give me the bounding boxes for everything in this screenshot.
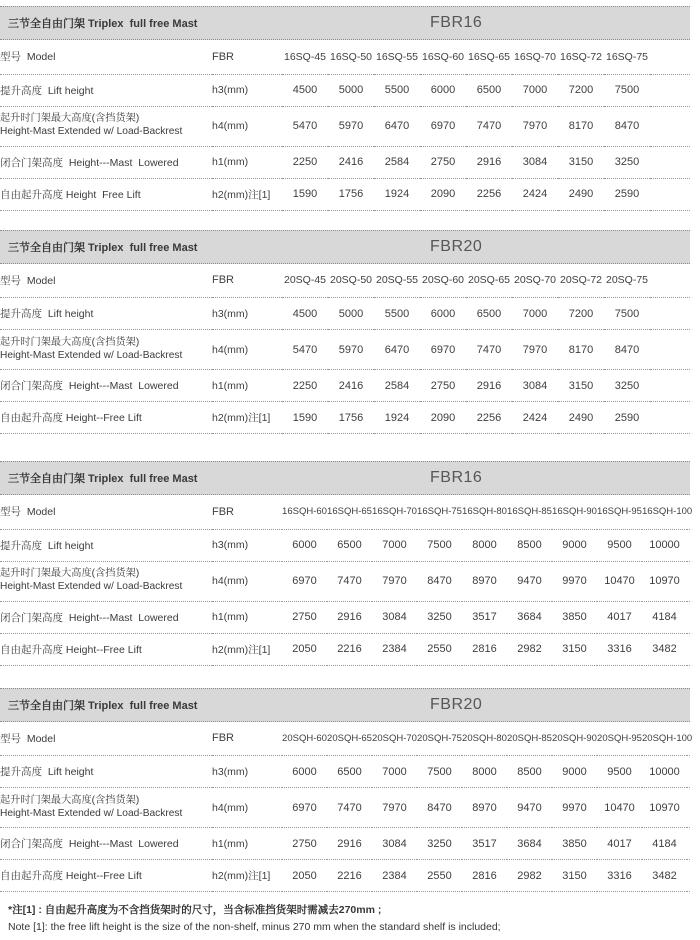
model-name: 20SQH-75: [417, 732, 462, 744]
footnote-zh: *注[1] : 自由起升高度为不含挡货架时的尺寸，当含标准挡货架时需减去270mm ;: [8, 904, 382, 916]
spec-value: 10000: [649, 765, 680, 778]
row-label-en: Height-Mast Extended w/ Load-Backrest: [0, 349, 183, 361]
spec-value: 9000: [562, 765, 587, 778]
param-label: h3(mm): [212, 765, 249, 778]
spec-value: 3316: [607, 869, 632, 882]
spec-value: 2416: [338, 379, 364, 392]
model-name: 20SQH-85: [507, 732, 552, 744]
param-label: h1(mm): [212, 156, 249, 168]
model-row: [0, 264, 690, 298]
spec-value: 8470: [427, 801, 452, 814]
spacer: [687, 601, 690, 633]
spec-value: 2216: [337, 869, 362, 882]
section-header: [0, 230, 690, 264]
spec-value: 3250: [427, 837, 452, 850]
spec-value: 3084: [382, 611, 407, 623]
section-header: [0, 688, 690, 722]
spec-value: 2750: [430, 379, 456, 392]
section-title: 三节全自由门架 Triplex full free Mast: [8, 699, 198, 712]
spec-value: 2750: [430, 156, 456, 168]
model-name: 20SQ-75: [605, 274, 649, 287]
spec-value: 7470: [337, 575, 362, 587]
spec-value: 6500: [476, 307, 502, 320]
spec-value: 7500: [614, 84, 640, 96]
spacer: [650, 178, 690, 210]
row-label: [0, 178, 212, 210]
footnote-en: Note [1]: the free lift height is the size of the non-shelf, minus 270 mm when the standard shelf is included;: [8, 921, 501, 933]
spec-value: 2584: [384, 156, 410, 168]
spec-row: [0, 330, 690, 370]
spec-value: 3084: [522, 156, 548, 168]
spec-value: 5470: [292, 343, 318, 356]
spec-value: 2424: [522, 411, 548, 424]
spec-table: [0, 722, 693, 893]
spec-value: 6970: [292, 801, 317, 814]
row-label-zh: 起升时门架最大高度(含挡货架): [0, 794, 140, 806]
model-name: 16SQH-60: [282, 506, 327, 518]
spec-value: 10970: [649, 801, 680, 814]
series-name: FBR20: [430, 237, 483, 255]
spec-value: 8970: [472, 801, 497, 814]
spec-value: 2982: [517, 869, 542, 882]
model-name: 16SQH-70: [372, 506, 417, 518]
spec-value: 5970: [338, 343, 364, 356]
spec-value: 9970: [562, 575, 587, 587]
spacer: [687, 529, 690, 561]
spec-value: 9500: [607, 765, 632, 778]
section-title: 三节全自由门架 Triplex full free Mast: [8, 473, 198, 485]
spec-value: 6000: [430, 84, 456, 96]
spacer: [650, 106, 690, 146]
spacer: [650, 40, 690, 74]
footnotes: [0, 902, 690, 933]
spec-value: 2256: [476, 411, 502, 424]
spec-value: 9470: [517, 801, 542, 814]
row-label: [0, 633, 212, 665]
spec-value: 3850: [562, 611, 587, 623]
spec-value: 2550: [427, 643, 452, 655]
spec-value: 2256: [476, 188, 502, 200]
spec-value: 2916: [337, 611, 362, 623]
param-label: h3(mm): [212, 539, 249, 551]
row-label-zh: 闭合门架高度 Height---Mast Lowered: [0, 380, 179, 392]
spec-value: 3482: [652, 869, 677, 882]
spec-row: [0, 788, 690, 828]
spec-value: 5000: [338, 84, 364, 96]
spec-value: 6000: [292, 765, 317, 778]
spec-value: 2590: [614, 188, 640, 200]
model-name: 20SQH-60: [282, 732, 327, 744]
row-label: [0, 106, 212, 146]
spec-value: 8170: [568, 343, 594, 356]
spec-value: 9470: [517, 575, 542, 587]
spec-value: 7970: [382, 575, 407, 587]
spec-value: 8500: [517, 539, 542, 551]
spec-section-fbr20-sqh: [0, 688, 693, 893]
model-name: 16SQH-95: [597, 506, 642, 518]
row-label-en: Height-Mast Extended w/ Load-Backrest: [0, 581, 183, 592]
param-label: h1(mm): [212, 379, 249, 392]
spec-value: 7500: [614, 307, 640, 320]
spec-section-fbr16-sqh: [0, 461, 693, 666]
spec-row: [0, 298, 690, 330]
spec-value: 7000: [382, 765, 407, 778]
spec-value: 8470: [614, 343, 640, 356]
spec-value: 7000: [382, 539, 407, 551]
model-name: 20SQH-90: [552, 732, 597, 744]
row-label: 型号 Model: [0, 274, 56, 287]
spec-value: 4184: [652, 611, 677, 623]
spec-section-fbr16-sq: [0, 6, 690, 211]
spec-value: 2590: [614, 411, 640, 424]
param-label: h4(mm): [212, 801, 249, 814]
spacer: [650, 146, 690, 178]
param-label: h2(mm)注[1]: [212, 412, 271, 424]
row-label: 型号 Model: [0, 51, 56, 64]
spec-row: [0, 529, 690, 561]
spec-value: 3316: [607, 643, 632, 655]
row-label-zh: 起升时门架最大高度(含挡货架): [0, 113, 140, 125]
series-name: FBR16: [430, 14, 483, 31]
model-name: 16SQ-55: [375, 50, 419, 63]
spec-value: 5500: [384, 307, 410, 320]
row-label: [0, 146, 212, 178]
spec-value: 7500: [427, 765, 452, 778]
spec-value: 8500: [517, 765, 542, 778]
spec-row: [0, 402, 690, 434]
spec-value: 2750: [292, 837, 317, 850]
spacer: [650, 370, 690, 402]
spec-value: 7500: [427, 539, 452, 551]
spec-value: 2816: [472, 869, 497, 882]
row-label: [0, 74, 212, 106]
spec-value: 2916: [337, 837, 362, 850]
spec-row: [0, 178, 690, 210]
spec-row: [0, 633, 690, 665]
spec-value: 1924: [384, 411, 410, 424]
spec-value: 2750: [292, 611, 317, 623]
spacer: [650, 264, 690, 298]
spec-row: [0, 860, 690, 892]
param-label: h1(mm): [212, 611, 249, 623]
row-label-zh: 起升时门架最大高度(含挡货架): [0, 336, 140, 348]
row-label-zh: 起升时门架最大高度(含挡货架): [0, 568, 140, 580]
spec-value: 7470: [337, 801, 362, 814]
model-name: 16SQ-72: [559, 50, 603, 63]
spec-row: [0, 756, 690, 788]
row-label: [0, 601, 212, 633]
spec-value: 3084: [382, 837, 407, 850]
param-label: FBR: [212, 505, 234, 518]
spec-value: 3150: [568, 379, 594, 392]
model-name: 16SQH-100: [642, 506, 693, 518]
spec-table: [0, 264, 690, 435]
spec-value: 8470: [614, 120, 640, 132]
row-label: [0, 402, 212, 434]
spec-value: 7970: [522, 120, 548, 132]
model-name: 16SQ-65: [467, 50, 511, 63]
spec-value: 3517: [472, 611, 497, 623]
spec-value: 7200: [568, 307, 594, 320]
spec-value: 9970: [562, 801, 587, 814]
spec-value: 8000: [472, 765, 497, 778]
row-label-en: Height-Mast Extended w/ Load-Backrest: [0, 807, 183, 819]
spec-value: 4184: [652, 837, 677, 850]
spec-value: 2384: [382, 869, 407, 882]
model-row: [0, 495, 690, 529]
model-name: 20SQ-45: [283, 274, 327, 287]
spec-value: 3684: [517, 611, 542, 623]
spec-value: 2050: [292, 869, 317, 882]
model-name: 16SQ-50: [329, 50, 373, 63]
spec-value: 6970: [430, 343, 456, 356]
spec-value: 10000: [649, 539, 680, 551]
spec-value: 6500: [337, 765, 362, 778]
row-label: [0, 788, 212, 828]
spec-row: [0, 601, 690, 633]
model-name: 16SQ-70: [513, 50, 557, 63]
model-name: 16SQ-45: [283, 50, 327, 63]
model-name: 16SQ-60: [421, 50, 465, 63]
model-name: 20SQ-72: [559, 274, 603, 287]
model-name: 16SQH-85: [507, 506, 552, 518]
model-name: 20SQH-70: [372, 732, 417, 744]
model-name: 20SQ-50: [329, 274, 373, 287]
spec-value: 5970: [338, 120, 364, 132]
spec-value: 2250: [292, 379, 318, 392]
spec-value: 2916: [476, 156, 502, 168]
series-name: FBR16: [430, 469, 483, 486]
row-label-zh: 提升高度 Lift height: [0, 766, 94, 778]
spec-table: [0, 40, 690, 211]
spec-value: 8970: [472, 575, 497, 587]
spec-value: 2090: [430, 188, 456, 200]
spec-value: 7470: [476, 120, 502, 132]
section-header: [0, 461, 690, 495]
spec-value: 5000: [338, 307, 364, 320]
spec-value: 3150: [562, 643, 587, 655]
spec-value: 7970: [522, 343, 548, 356]
spec-value: 7470: [476, 343, 502, 356]
param-label: h1(mm): [212, 837, 249, 850]
spec-value: 5470: [292, 120, 318, 132]
spec-value: 2816: [472, 643, 497, 655]
spec-value: 4017: [607, 837, 632, 850]
param-label: h3(mm): [212, 84, 249, 96]
param-label: h4(mm): [212, 575, 249, 587]
spec-value: 8170: [568, 120, 594, 132]
spacer: [687, 860, 690, 892]
spec-row: [0, 74, 690, 106]
row-label: [0, 828, 212, 860]
spec-value: 5500: [384, 84, 410, 96]
spec-value: 2416: [338, 156, 364, 168]
section-header: [0, 6, 690, 40]
param-label: h2(mm)注[1]: [212, 643, 271, 656]
spec-value: 2384: [382, 643, 407, 655]
spec-value: 10470: [604, 801, 635, 814]
param-label: h4(mm): [212, 120, 249, 132]
spec-value: 9000: [562, 539, 587, 551]
row-label: [0, 370, 212, 402]
row-label-zh: 自由起升高度 Height--Free Lift: [0, 870, 142, 882]
spec-value: 6470: [384, 343, 410, 356]
spec-value: 6000: [430, 307, 456, 320]
row-label: [0, 529, 212, 561]
model-name: 20SQH-80: [462, 732, 507, 744]
spec-value: 1590: [292, 411, 318, 424]
row-label-zh: 提升高度 Lift height: [0, 539, 94, 552]
spacer: [687, 788, 690, 828]
spec-value: 2090: [430, 411, 456, 424]
spacer: [687, 633, 690, 665]
spec-value: 7000: [522, 84, 548, 96]
spec-value: 8470: [427, 575, 452, 587]
model-row: [0, 722, 690, 756]
spec-value: 6970: [430, 120, 456, 132]
spec-value: 3250: [427, 611, 452, 623]
model-name: 20SQ-65: [467, 274, 511, 287]
param-label: FBR: [212, 274, 234, 287]
spec-value: 2424: [522, 188, 548, 200]
spec-value: 3250: [614, 379, 640, 392]
spec-row: [0, 146, 690, 178]
model-name: 20SQ-70: [513, 274, 557, 287]
spec-row: [0, 828, 690, 860]
spec-value: 2050: [292, 643, 317, 655]
spec-value: 4500: [292, 307, 318, 320]
spec-value: 2490: [568, 188, 594, 200]
row-label-zh: 提升高度 Lift height: [0, 308, 94, 320]
spec-value: 6970: [292, 575, 317, 587]
row-label-zh: 闭合门架高度 Height---Mast Lowered: [0, 611, 179, 624]
spec-value: 2550: [427, 869, 452, 882]
model-name: 16SQH-65: [327, 506, 372, 518]
row-label-zh: 闭合门架高度 Height---Mast Lowered: [0, 156, 179, 169]
param-label: h3(mm): [212, 307, 249, 320]
spec-value: 3482: [652, 643, 677, 655]
spec-value: 6470: [384, 120, 410, 132]
spacer: [650, 74, 690, 106]
param-label: FBR: [212, 732, 234, 745]
spec-value: 2916: [476, 379, 502, 392]
row-label: [0, 860, 212, 892]
spec-value: 7200: [568, 84, 594, 96]
series-name: FBR20: [430, 695, 483, 713]
spacer: [687, 756, 690, 788]
spec-value: 4017: [607, 611, 632, 623]
spec-value: 3250: [614, 156, 640, 168]
spec-value: 3517: [472, 837, 497, 850]
param-label: h2(mm)注[1]: [212, 188, 271, 201]
row-label-zh: 闭合门架高度 Height---Mast Lowered: [0, 838, 179, 850]
spec-row: [0, 106, 690, 146]
model-name: 20SQH-95: [597, 732, 642, 744]
spec-value: 1756: [338, 188, 364, 200]
spec-value: 8000: [472, 539, 497, 551]
spec-value: 3150: [568, 156, 594, 168]
row-label-zh: 自由起升高度 Height--Free Lift: [0, 412, 142, 424]
model-name: 16SQH-90: [552, 506, 597, 518]
row-label: [0, 330, 212, 370]
model-name: 20SQH-100: [642, 732, 693, 744]
spec-value: 2982: [517, 643, 542, 655]
row-label: [0, 756, 212, 788]
model-name: 20SQH-65: [327, 732, 372, 744]
spec-value: 2584: [384, 379, 410, 392]
spec-value: 9500: [607, 539, 632, 551]
param-label: h4(mm): [212, 343, 249, 356]
row-label-en: Height-Mast Extended w/ Load-Backrest: [0, 126, 183, 137]
spec-section-fbr20-sq: [0, 230, 690, 435]
spec-value: 2216: [337, 643, 362, 655]
param-label: FBR: [212, 50, 234, 63]
model-name: 16SQH-75: [417, 506, 462, 518]
spec-value: 3084: [522, 379, 548, 392]
spacer: [650, 330, 690, 370]
spec-value: 4500: [292, 84, 318, 96]
spec-value: 7970: [382, 801, 407, 814]
spec-value: 10970: [649, 575, 680, 587]
spec-value: 1924: [384, 188, 410, 200]
row-label-zh: 自由起升高度 Height--Free Lift: [0, 643, 142, 656]
spec-value: 1756: [338, 411, 364, 424]
section-title: 三节全自由门架 Triplex full free Mast: [8, 241, 198, 254]
spec-value: 3850: [562, 837, 587, 850]
model-name: 20SQ-55: [375, 274, 419, 287]
spacer: [650, 402, 690, 434]
spec-value: 6500: [476, 84, 502, 96]
row-label: 型号 Model: [0, 506, 56, 519]
spec-value: 6000: [292, 539, 317, 551]
spec-value: 7000: [522, 307, 548, 320]
model-name: 16SQH-80: [462, 506, 507, 518]
spec-value: 10470: [604, 575, 635, 587]
spec-value: 3684: [517, 837, 542, 850]
spec-value: 1590: [292, 188, 318, 200]
row-label: [0, 298, 212, 330]
spec-row: [0, 561, 690, 601]
row-label: 型号 Model: [0, 732, 56, 745]
row-label-zh: 自由起升高度 Height Free Lift: [0, 188, 141, 201]
spec-table: [0, 495, 693, 666]
spec-row: [0, 370, 690, 402]
spacer: [687, 828, 690, 860]
model-name: 16SQ-75: [605, 50, 649, 63]
spec-value: 6500: [337, 539, 362, 551]
spec-value: 3150: [562, 869, 587, 882]
section-title: 三节全自由门架 Triplex full free Mast: [8, 18, 198, 30]
model-row: [0, 40, 690, 74]
row-label: [0, 561, 212, 601]
param-label: h2(mm)注[1]: [212, 870, 271, 882]
spec-value: 2490: [568, 411, 594, 424]
spacer: [650, 298, 690, 330]
spec-value: 2250: [292, 156, 318, 168]
spacer: [687, 561, 690, 601]
row-label-zh: 提升高度 Lift height: [0, 84, 94, 97]
model-name: 20SQ-60: [421, 274, 465, 287]
